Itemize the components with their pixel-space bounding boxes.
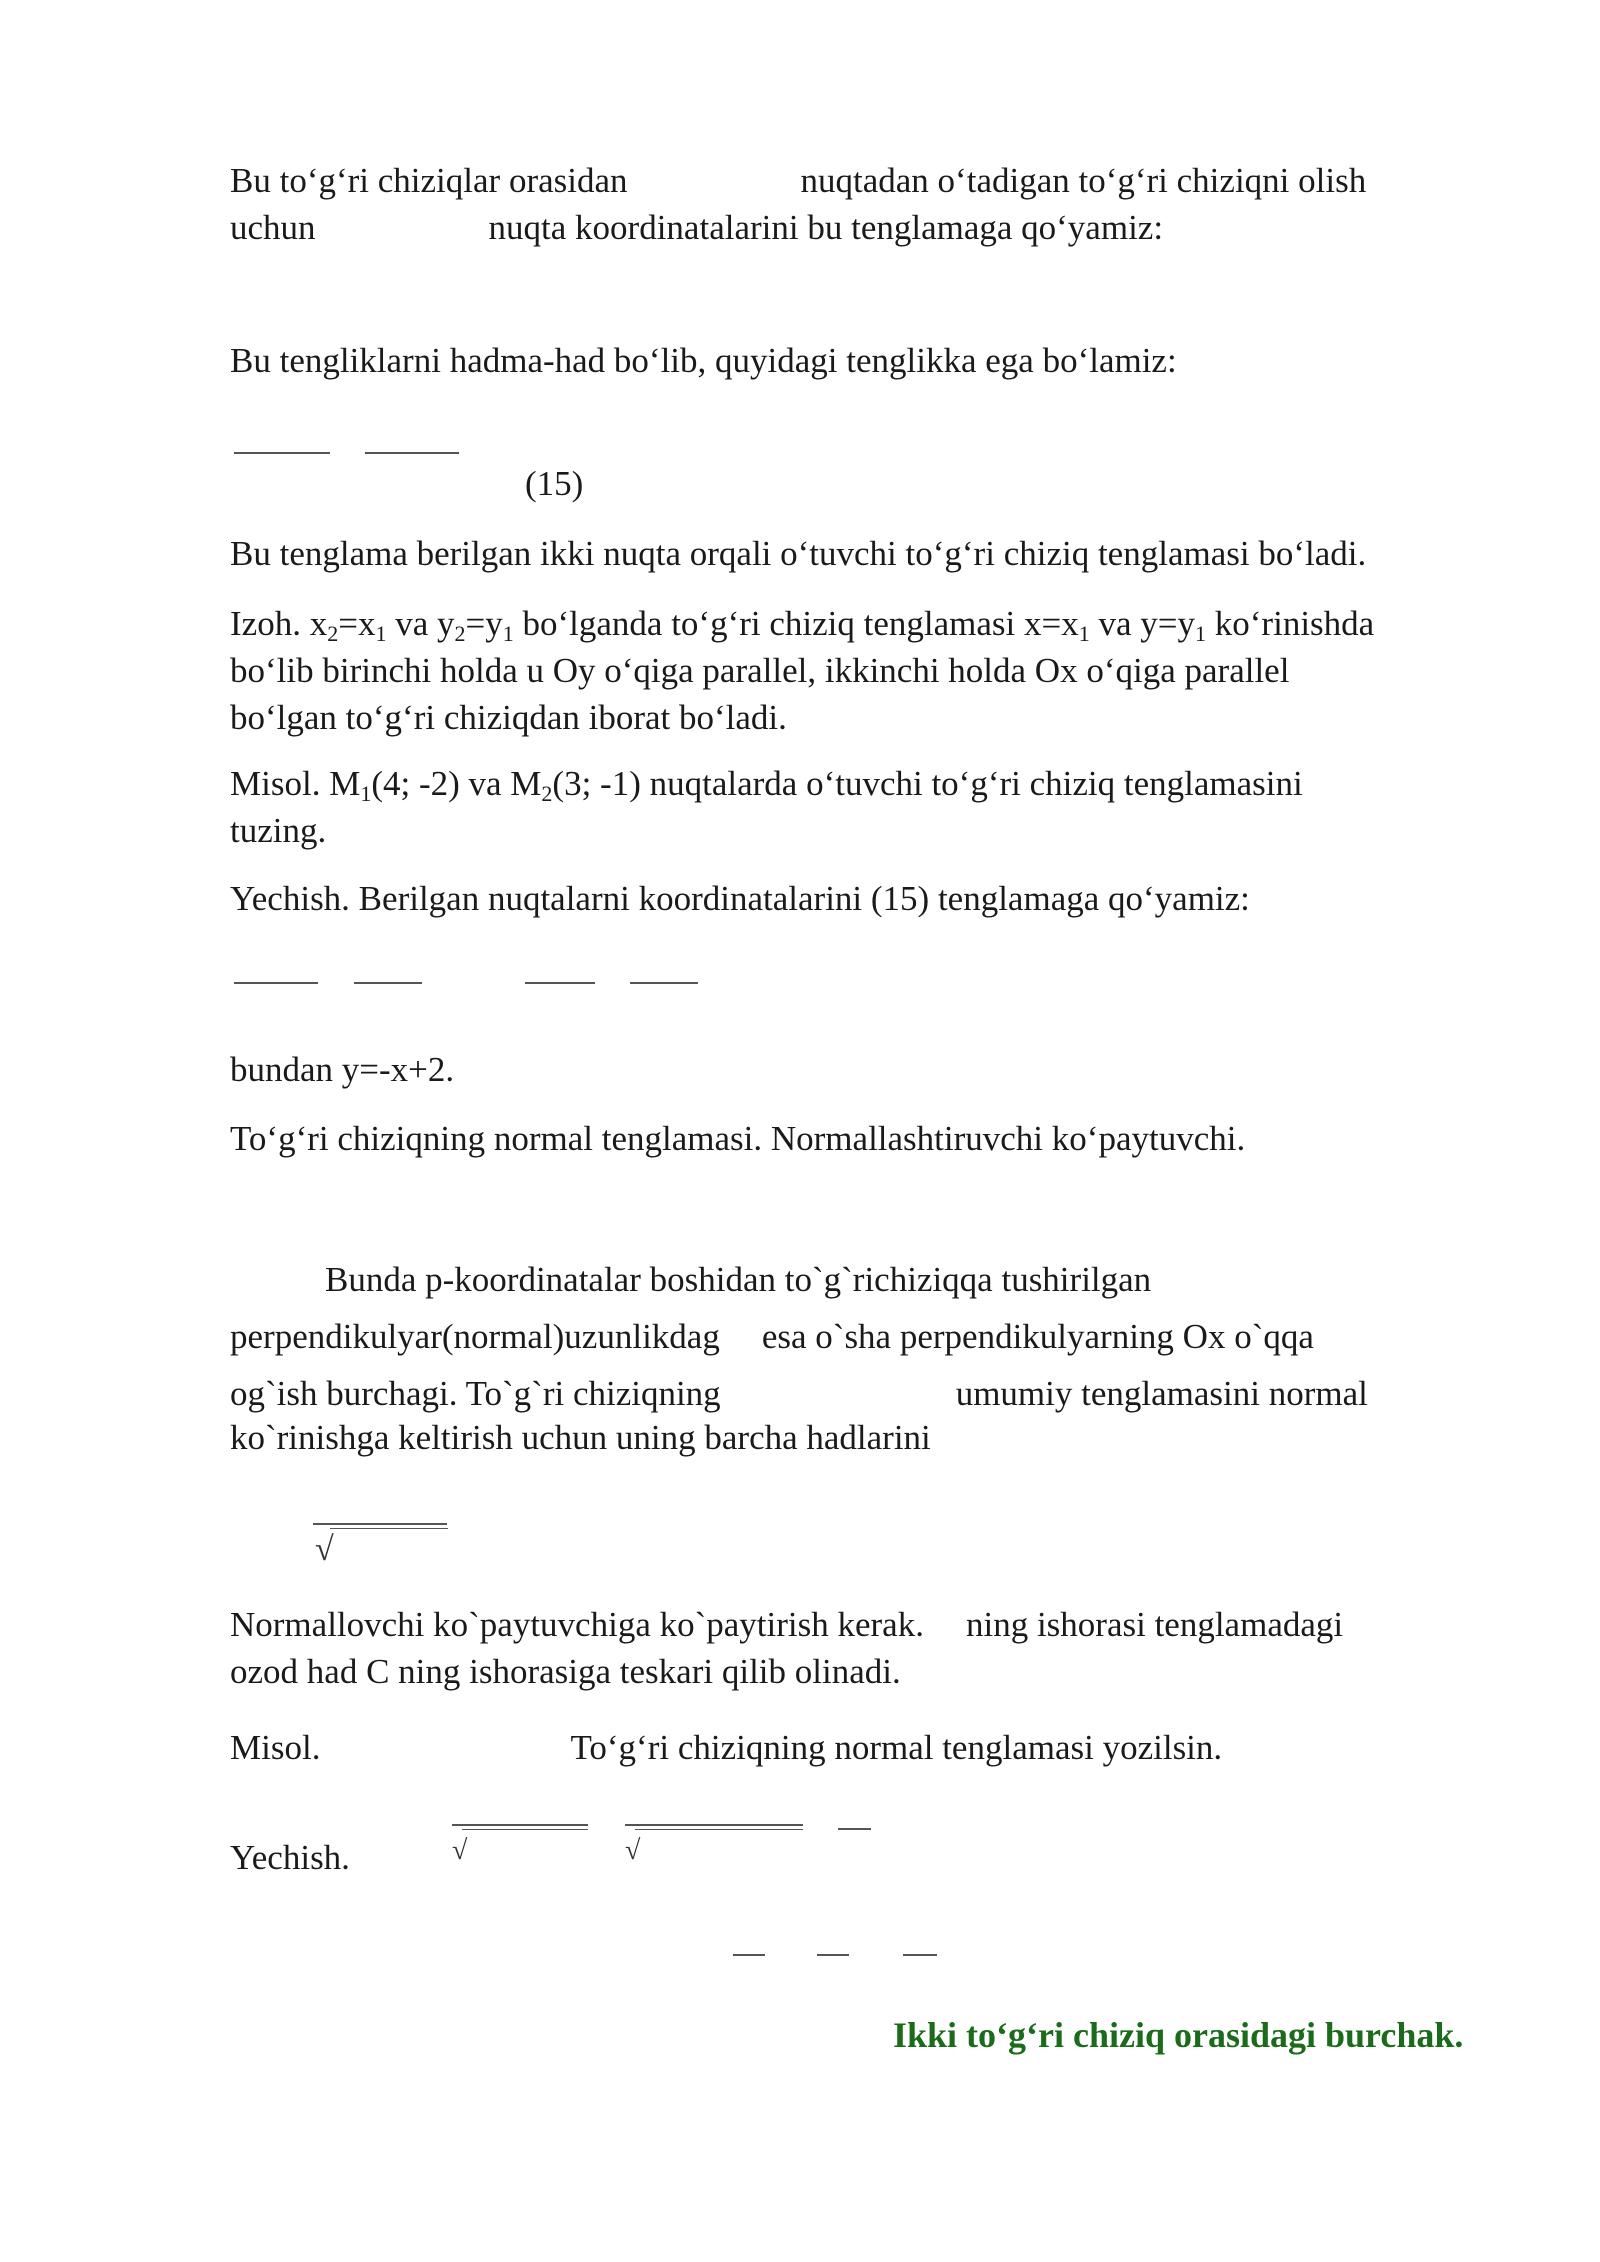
text-span: og`ish burchagi. To`g`ri chiziqning	[230, 1374, 721, 1413]
text-span: Misol. M	[230, 764, 361, 803]
fraction-bar	[452, 1824, 588, 1826]
text-span: Bu to‘g‘ri chiziqlar orasidan	[230, 161, 628, 200]
text-span: =y	[465, 604, 503, 643]
text-span: bo‘lganda to‘g‘ri chiziq tenglamasi x=x	[513, 604, 1079, 643]
text-span: Misol.	[230, 1728, 321, 1767]
subscript: 1	[375, 621, 387, 646]
fraction-bar	[234, 452, 330, 454]
text-span: =x	[338, 604, 376, 643]
text-span: (4; -2) va M	[371, 764, 542, 803]
paragraph-yechish-2: Yechish.	[230, 1838, 350, 1877]
paragraph-yechish-1: Yechish. Berilgan nuqtalarni koordinatalarini (15) tenglamaga qo‘yamiz:	[230, 879, 1250, 918]
fraction-bar	[630, 982, 698, 984]
text-span: ko‘rinishda	[1206, 604, 1375, 643]
paragraph-misol-2	[230, 1724, 1470, 1771]
subscript: 1	[1078, 621, 1090, 646]
text-span: nuqtadan o‘tadigan to‘g‘ri chiziqni olish	[800, 161, 1367, 200]
paragraph-normallovchi	[230, 1601, 1470, 1695]
text-span: nuqta koordinatalarini bu tenglamaga qo‘yamiz:	[488, 208, 1164, 247]
subscript: 1	[502, 621, 514, 646]
text-span: bo‘lgan to‘g‘ri chiziqdan iborat bo‘ladi.	[230, 698, 787, 737]
text-span: ning ishorasi tenglamadagi	[965, 1605, 1344, 1644]
text-span: Izoh. x	[230, 604, 328, 643]
paragraph-division: Bu tengliklarni hadma-had bo‘lib, quyidagi tenglikka ega bo‘lamiz:	[230, 341, 1177, 380]
subscript: 1	[1195, 621, 1207, 646]
sqrt-icon: √	[452, 1835, 468, 1866]
sqrt-icon: √	[625, 1835, 641, 1866]
text-span: tuzing.	[230, 811, 327, 850]
fraction-bar	[354, 982, 422, 984]
fraction-bar	[838, 1828, 871, 1830]
equation-number: (15)	[525, 464, 584, 503]
paragraph-points	[230, 157, 1470, 251]
text-span: (3; -1) nuqtalarda o‘tuvchi to‘g‘ri chiziq tenglamasini	[552, 764, 1303, 803]
text-span: bo‘lib birinchi holda u Oy o‘qiga parallel, ikkinchi holda Ox o‘qiga parallel	[230, 651, 1290, 690]
text-span: To‘g‘ri chiziqning normal tenglamasi yozilsin.	[570, 1728, 1223, 1767]
text-span: va y	[386, 604, 455, 643]
subscript: 2	[454, 621, 466, 646]
paragraph-result: bundan y=-x+2.	[230, 1050, 455, 1089]
fraction-bar	[313, 1523, 447, 1525]
text-span: Bunda p-koordinatalar boshidan to`g`richiziqqa tushirilgan	[325, 1260, 1152, 1299]
fraction-bar	[234, 982, 318, 984]
subscript: 2	[327, 621, 339, 646]
subscript: 1	[360, 781, 372, 806]
fraction-bar	[733, 1954, 765, 1956]
text-span: uchun	[230, 208, 316, 247]
radical-overline	[330, 1528, 448, 1529]
text-span: Normallovchi ko`paytuvchiga ko`paytirish kerak.	[230, 1605, 924, 1644]
radical-overline	[462, 1829, 588, 1830]
section-heading-angle: Ikki to‘g‘ri chiziq orasidagi burchak.	[893, 2015, 1464, 2055]
paragraph-izoh	[230, 600, 1470, 741]
fraction-bar	[365, 452, 459, 454]
text-span: ozod had C ning ishorasiga teskari qilib olinadi.	[230, 1652, 901, 1691]
text-span: perpendikulyar(normal)uzunlikdag	[230, 1317, 720, 1356]
sqrt-icon: √	[315, 1531, 334, 1568]
paragraph-bunda	[230, 1251, 1470, 1422]
fraction-bar	[817, 1954, 849, 1956]
radical-overline	[635, 1829, 803, 1830]
paragraph-misol-1	[230, 760, 1470, 854]
fraction-bar	[903, 1954, 937, 1956]
section-title-normal-equation: To‘g‘ri chiziqning normal tenglamasi. Normallashtiruvchi ko‘paytuvchi.	[230, 1119, 1246, 1158]
subscript: 2	[541, 781, 553, 806]
paragraph-bunda-end: ko`rinishga keltirish uchun uning barcha hadlarini	[230, 1418, 931, 1457]
text-span: esa o`sha perpendikulyarning Ox o`qqa	[761, 1317, 1314, 1356]
paragraph-two-point-equation: Bu tenglama berilgan ikki nuqta orqali o‘tuvchi to‘g‘ri chiziq tenglamasi bo‘ladi.	[230, 534, 1367, 573]
text-span: umumiy tenglamasini normal	[955, 1374, 1368, 1413]
text-span: va y=y	[1089, 604, 1196, 643]
fraction-bar	[525, 982, 595, 984]
fraction-bar	[625, 1824, 803, 1826]
